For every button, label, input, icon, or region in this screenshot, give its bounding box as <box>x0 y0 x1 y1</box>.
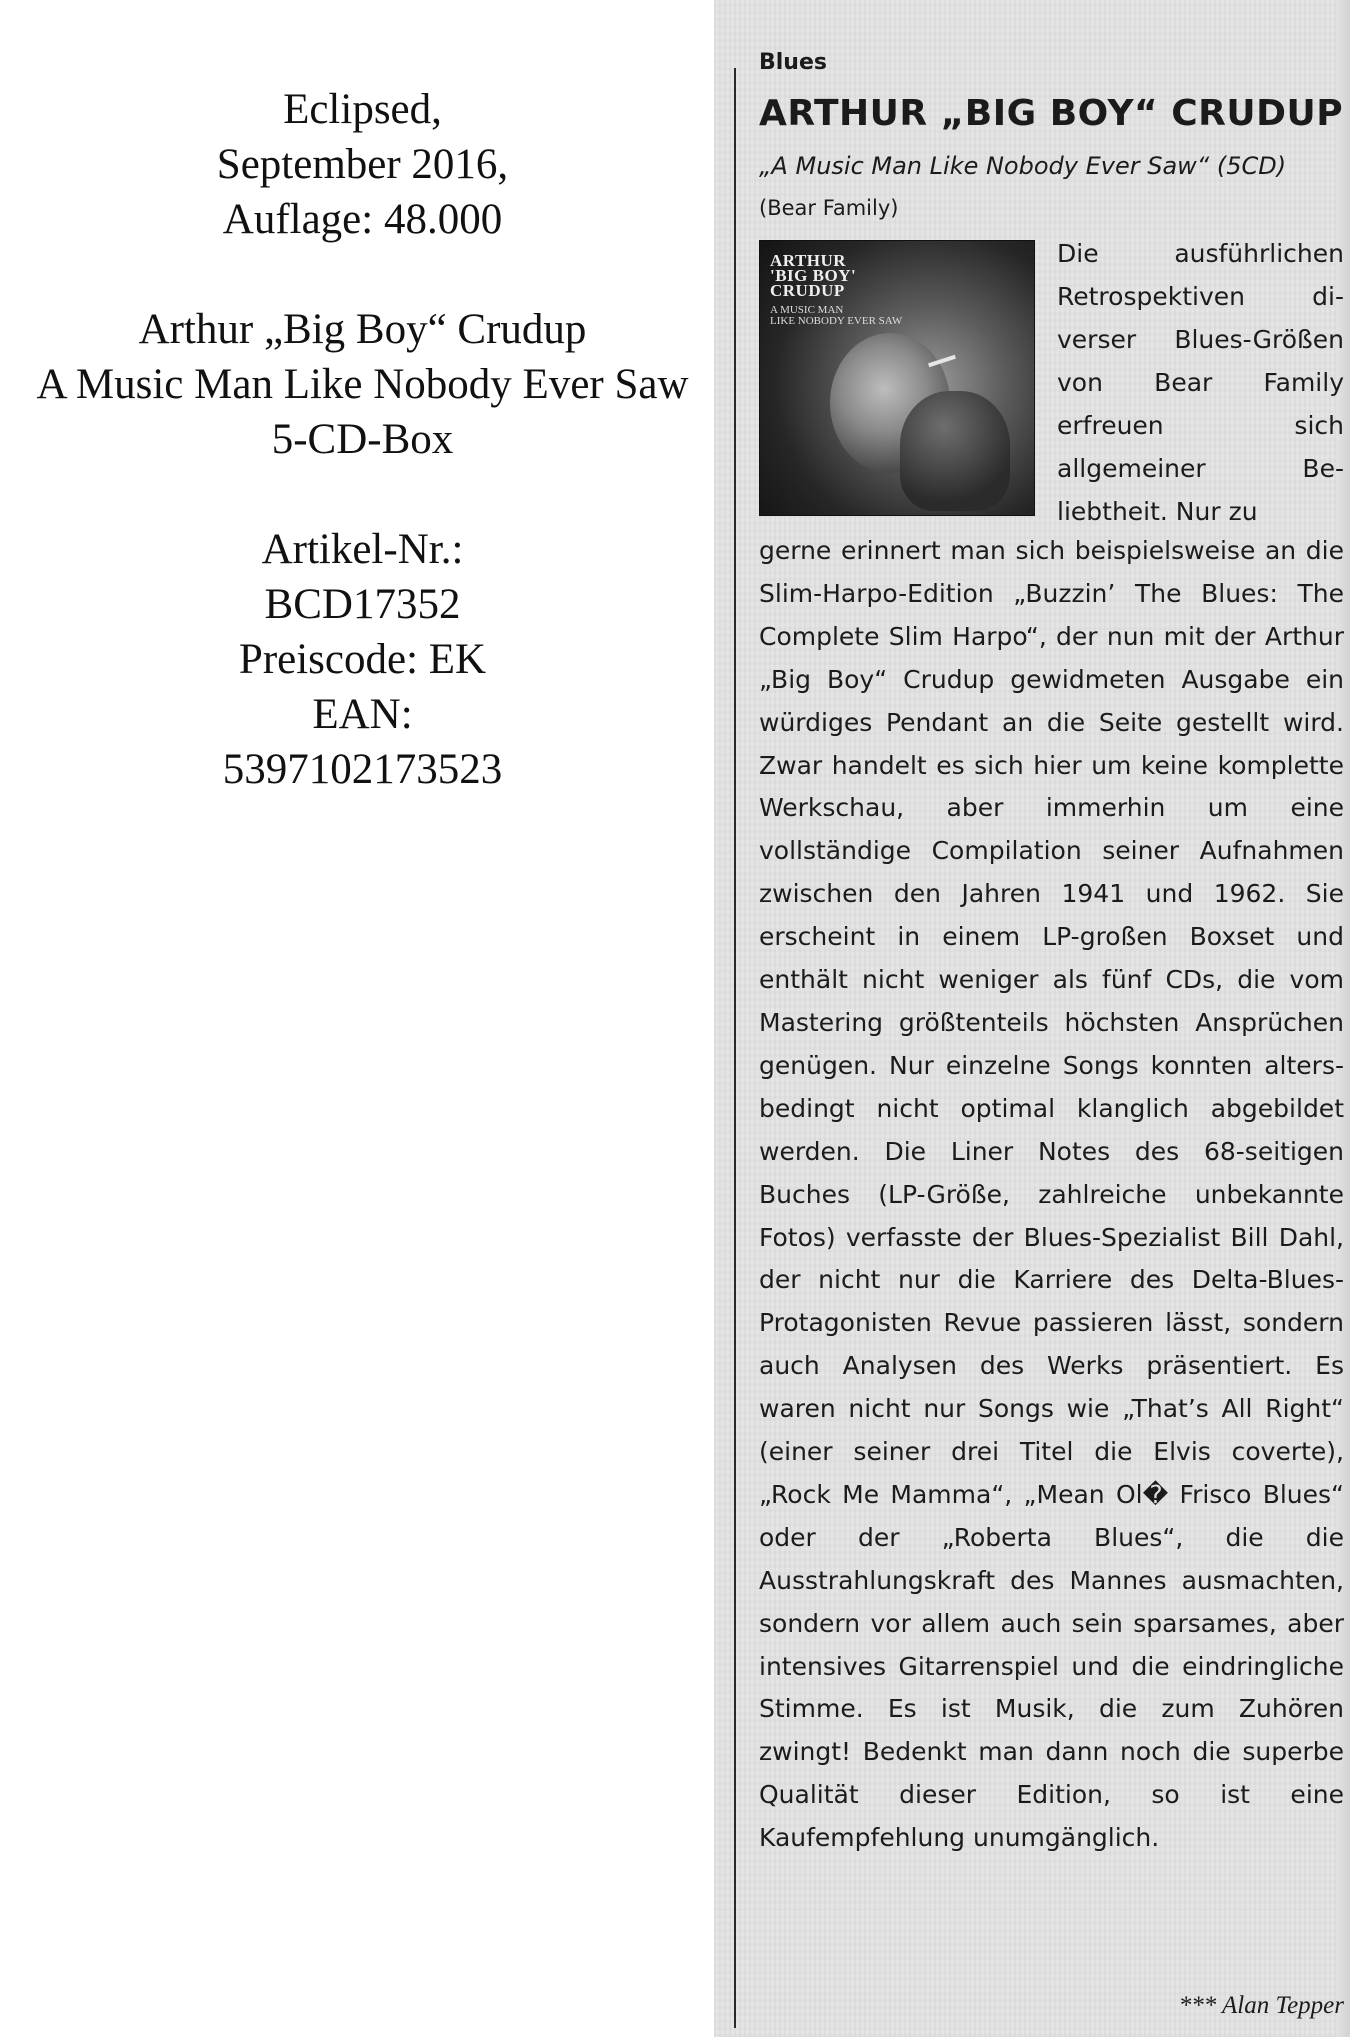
review-headline: ARTHUR „BIG BOY“ CRUDUP <box>759 93 1344 134</box>
review-author: *** Alan Tepper <box>1178 1992 1344 2019</box>
ean-number: 5397102173523 <box>222 746 503 793</box>
article-number: BCD17352 <box>264 581 461 628</box>
album-title: A Music Man Like Nobody Ever Saw <box>36 361 689 408</box>
artist-name: Arthur „Big Boy“ Crudup <box>138 306 587 353</box>
publication-name: Eclipsed, <box>283 86 442 133</box>
article-label: Artikel-Nr.: <box>261 526 464 573</box>
record-label: (Bear Family) <box>759 196 899 220</box>
publication-info <box>0 82 725 797</box>
magazine-clipping <box>714 0 1350 2037</box>
album-format: 5-CD-Box <box>271 416 454 463</box>
ean-label: EAN: <box>312 691 413 738</box>
cover-subtitle: A MUSIC MAN LIKE NOBODY EVER SAW <box>770 304 903 327</box>
price-code: Preiscode: EK <box>238 636 487 683</box>
cover-title: ARTHUR 'BIG BOY' CRUDUP <box>770 251 857 300</box>
column-rule <box>734 68 736 2028</box>
review-body: gerne erinnert man sich beispielsweise an die Slim-Harpo-Edition „Buzzin’ The Blues: The Complete Slim Harpo“, der nun mit der Arthur „Big Boy“ Crudup gewidmeten Ausgabe ein würdiges Pendant an die Seite gestellt wird. Zwar handelt es sich hier um keine komplette Werkschau, aber immerhin um eine vollständige Compilation seiner Aufnahmen zwischen den Jahren 1941 und 1962. Sie erscheint in einem LP-großen Boxset und enthält nicht weniger als fünf CDs, die vom Mastering größtenteils höchsten Ansprüchen genügen. Nur einzelne Songs konnten altersbedingt nicht optimal klanglich abgebildet werden. Die Liner Notes des 68-seitigen Buches (LP-Größe, zahlreiche unbekannte Fotos) verfasste der Blues-Spezialist Bill Dahl, der nicht nur die Karriere des Delta-Blues-Protagonisten Revue passieren lässt, sondern auch Analysen des Werks präsentiert. Es waren nicht nur Songs wie „That’s All Right“ (einer seiner drei Titel die Elvis coverte), „Rock Me Mamma“, „Mean Ol� Frisco Blues“ oder der „Roberta Blues“, die die Ausstrahlungskraft des Mannes ausmachten, sondern vor allem auch sein sparsames, aber intensives Gitarrenspiel und die eindringliche Stimme. Es ist Musik, die zum Zuhören zwingt! Bedenkt man dann noch die superbe Qualität dieser Edition, so ist eine Kaufempfehlung unumgänglich. <box>759 536 1344 1853</box>
album-cover-image <box>759 240 1035 516</box>
publication-date: September 2016, <box>216 141 509 188</box>
review-body-intro: Die ausführlichen Retrospektiven diverser Blues-Größen von Bear Family erfreuen sich allgemeiner Beliebtheit. Nur zu <box>1057 239 1344 526</box>
section-label: Blues <box>759 50 827 75</box>
review-subtitle: „A Music Man Like Nobody Ever Saw“ (5CD) <box>759 152 1287 180</box>
circulation: Auflage: 48.000 <box>222 196 503 243</box>
